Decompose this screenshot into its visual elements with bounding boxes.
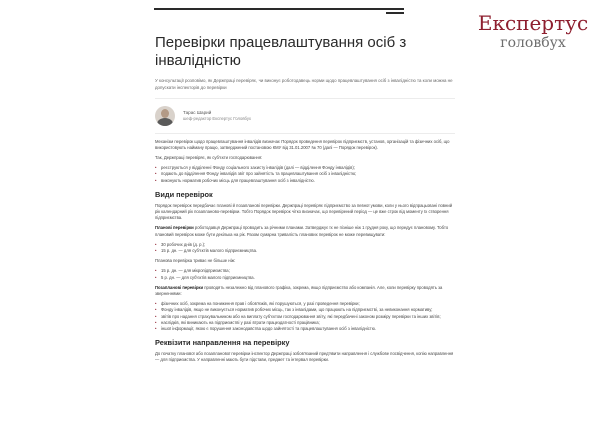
list-item: • 30 робочих днів (д. р.);	[155, 242, 455, 248]
unplanned-text: проводять незалежно від планового графіка, зокрема, якщо підприємство або компанія. Але, коли перевірку проводять за зверненнями:	[155, 284, 443, 297]
author-meta	[183, 110, 251, 122]
planned-text: роботодавця Держпраці проводить за річними планами. Затверджує їх не пізніше ніж 1 грудня року, що передує плановому. Тобто плановий перевірок може бути декілька на рік. Разом сумарна тривалість планових перевірок не може перевищувати:	[155, 225, 449, 237]
divider	[155, 133, 455, 134]
list-obligations	[155, 165, 455, 184]
brand-logo[interactable]	[470, 13, 596, 50]
author-block	[155, 104, 455, 128]
planned-lead: Планові перевірки	[155, 225, 194, 231]
author-name[interactable]: Тарас Шарий	[183, 109, 212, 115]
unplanned-lead: Позапланові перевірки	[155, 284, 204, 290]
list-item: • 5 р. дн. — для суб'єктів малого підприємництва.	[155, 275, 455, 281]
intro-paragraph: Механізм перевірок щодо працевлаштування інвалідів визначає Порядок проведення перевірок підприємств, установ, організацій та фізичних осіб, що використовують найману працю, затверджений постановою КМУ від 31.01.2007 № 70 (далі — Порядок перевірок).	[155, 138, 450, 150]
requisites-paragraph: До початку планової або позапланової перевірки інспектор Держпраці зобов'язаний пред'явити направлення і службове посвідчення, копію направлення — для підприємства. У направленні мають бути підстави, предмет та інтервал перевірки.	[155, 351, 454, 363]
list-item: • 15 р. дн. — для мікропідприємства;	[155, 268, 455, 274]
list-unplanned-reasons	[155, 301, 455, 332]
author-role: шеф-редактор Експертус Головбух	[183, 115, 252, 121]
article	[155, 34, 455, 368]
brand-subtitle: головбух	[500, 35, 566, 51]
header-rule-accent	[386, 12, 404, 14]
intro-paragraph-2: Так, Держпраці перевіряє, як суб'єкти господарювання:	[155, 155, 263, 160]
header-rule	[154, 8, 404, 10]
list-item: • звітів про надання страхувальником або на виплату суб'єктом господарювання звіту, які передбачені законом розміру перевірки та інших звітів;	[155, 314, 455, 320]
page-title: Перевірки працевлаштування осіб з інвалідністю	[155, 34, 407, 69]
planned-duration-paragraph: Планова перевірка триває не більше ніж:	[155, 258, 236, 264]
types-paragraph: Порядок перевірок передбачає планові й позапланові перевірки. Держпраці перевіряє підприємство за певної умови, коли у нього відпрацьовані повний рік календарний рік позапланово-перевірки. Тобто Порядок перевірок чітко визначає, що перевірений період — це вже строк від моменту їх створення підприємства.	[155, 202, 453, 221]
list-item: • подають до відділення Фонду інвалідів звіт про зайнятість та працевлаштування осіб з інвалідністю;	[155, 171, 455, 177]
list-item: • 15 р. дн. — для суб'єктів малого підприємництва.	[155, 248, 455, 254]
list-planned-limits	[155, 242, 455, 254]
article-lead: У консультації розповімо, як Держпраці перевіряє, чи виконує роботодавець норми щодо працевлаштування осіб з інвалідністю та коли можна не допускати інспекторів до перевірки	[155, 78, 453, 90]
unplanned-paragraph	[155, 285, 455, 297]
divider	[155, 98, 455, 99]
list-item: • Фонду інвалідів, якщо не виконується норматив робочих місць, так з інвалідами, що працюють на підприємстві, за невиконання нормативу;	[155, 307, 455, 313]
list-item: • виконують норматив робочих місць для працевлаштування осіб з інвалідністю.	[155, 178, 455, 184]
author-avatar[interactable]	[155, 106, 175, 126]
list-item: • наслідків, які виникають на підприємстві у разі втрати працездатності працівника;	[155, 320, 455, 326]
list-item: • фізичних осіб, зокрема на пониження прав і обов'язків, які порушуються, у разі проведення перевірки;	[155, 301, 455, 307]
list-item: • реєструються у відділенні Фонду соціального захисту інвалідів (далі — відділення Фонду інвалідів);	[155, 165, 455, 171]
list-item: • іншої інформації, якою є порушення законодавства щодо зайнятості та працевлаштування осіб з інвалідністю.	[155, 326, 455, 332]
section-heading-types: Види перевірок	[155, 189, 213, 199]
planned-paragraph	[155, 225, 455, 237]
brand-name: Експертус	[477, 11, 589, 35]
section-heading-requisites: Реквізити направлення на перевірку	[155, 338, 290, 348]
list-planned-duration	[155, 268, 455, 280]
